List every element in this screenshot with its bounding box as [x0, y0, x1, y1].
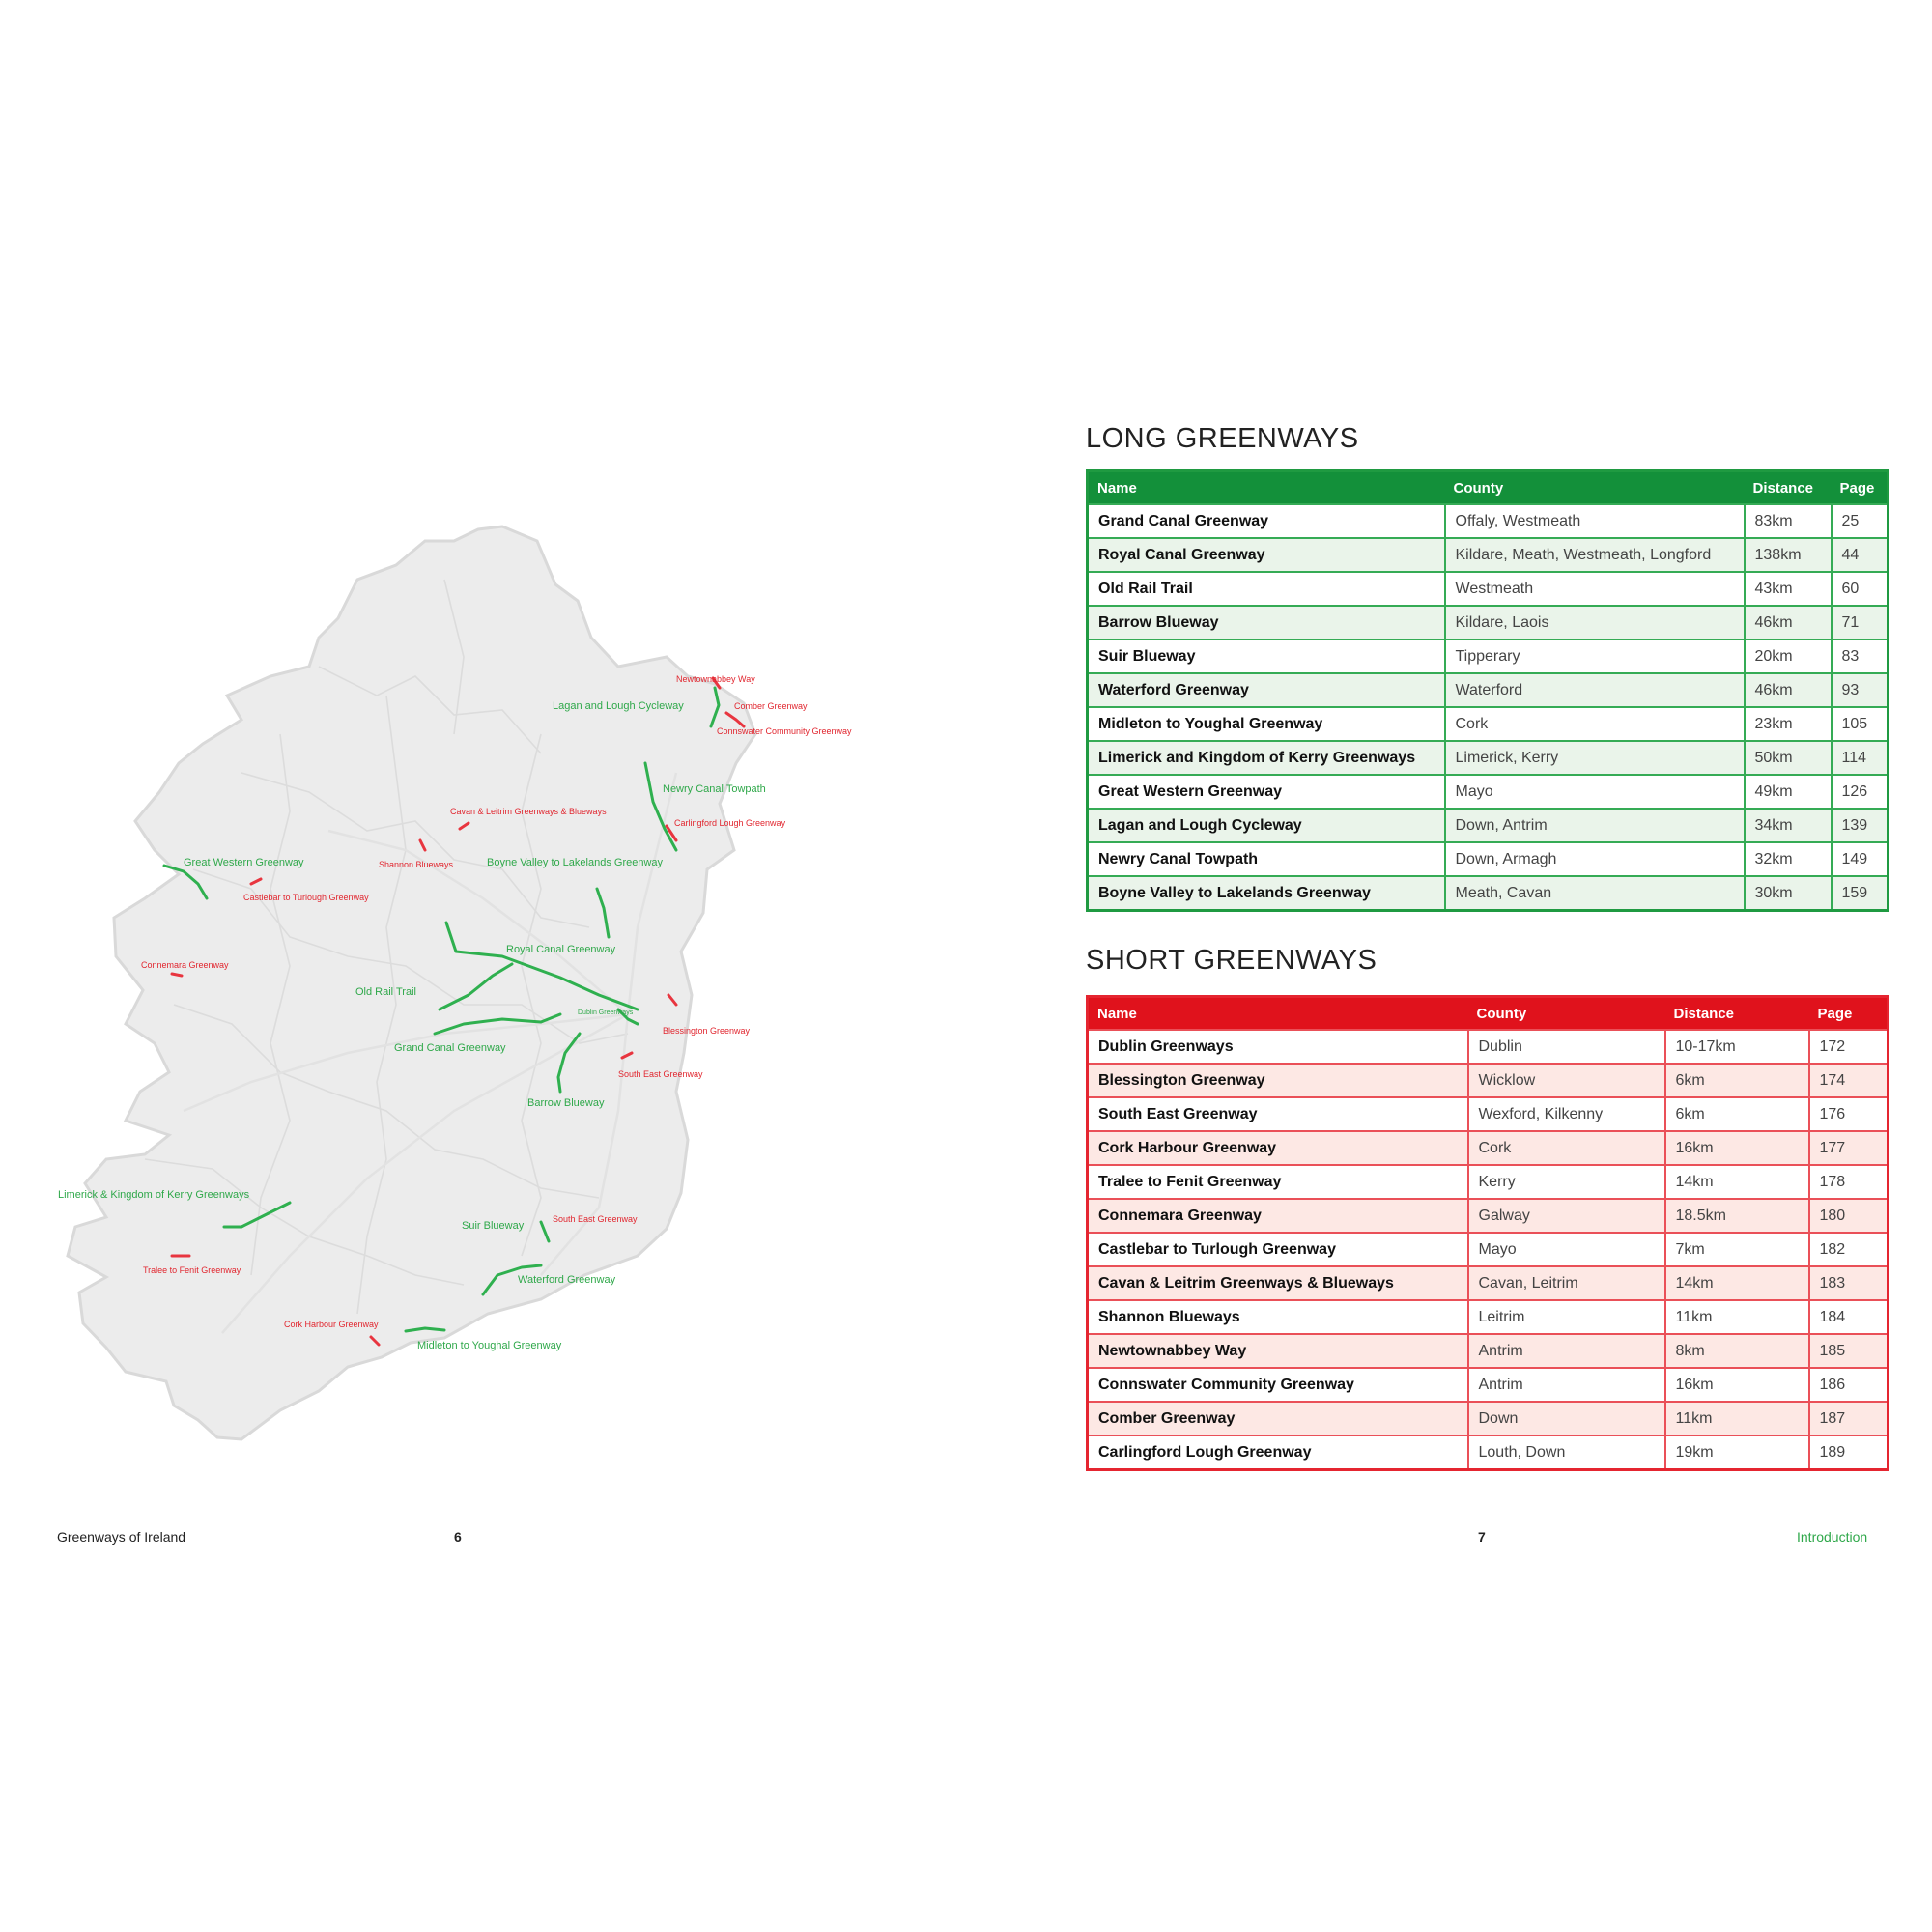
table-header-row — [1088, 471, 1889, 505]
page-cell: 187 — [1809, 1402, 1889, 1435]
page-cell: 177 — [1809, 1131, 1889, 1165]
header-name: Name — [1088, 997, 1468, 1031]
distance-cell: 7km — [1665, 1233, 1809, 1266]
page-cell: 176 — [1809, 1097, 1889, 1131]
county-cell: Down, Antrim — [1445, 809, 1745, 842]
short-greenways-table — [1086, 995, 1889, 1471]
header-distance: Distance — [1665, 997, 1809, 1031]
map-label-cork-harbour: Cork Harbour Greenway — [284, 1320, 379, 1329]
county-cell: Galway — [1468, 1199, 1665, 1233]
map-label-royal-canal: Royal Canal Greenway — [506, 944, 616, 955]
map-label-connemara: Connemara Greenway — [141, 960, 229, 970]
county-cell: Kildare, Meath, Westmeath, Longford — [1445, 538, 1745, 572]
table-row — [1088, 606, 1889, 639]
long-greenways-title: LONG GREENWAYS — [1086, 423, 1359, 454]
county-cell: Westmeath — [1445, 572, 1745, 606]
table-row — [1088, 1064, 1889, 1097]
county-cell: Leitrim — [1468, 1300, 1665, 1334]
greenway-name-cell: Barrow Blueway — [1088, 606, 1445, 639]
footer-section-name: Introduction — [1797, 1529, 1868, 1545]
distance-cell: 16km — [1665, 1131, 1809, 1165]
distance-cell: 43km — [1745, 572, 1832, 606]
page-cell: 183 — [1809, 1266, 1889, 1300]
county-cell: Antrim — [1468, 1368, 1665, 1402]
page-cell: 172 — [1809, 1030, 1889, 1064]
table-row — [1088, 1165, 1889, 1199]
distance-cell: 16km — [1665, 1368, 1809, 1402]
table-row — [1088, 639, 1889, 673]
distance-cell: 20km — [1745, 639, 1832, 673]
greenway-name-cell: South East Greenway — [1088, 1097, 1468, 1131]
county-cell: Down — [1468, 1402, 1665, 1435]
distance-cell: 8km — [1665, 1334, 1809, 1368]
greenway-name-cell: Castlebar to Turlough Greenway — [1088, 1233, 1468, 1266]
map-label-great-western: Great Western Greenway — [184, 857, 304, 868]
table-row — [1088, 809, 1889, 842]
county-cell: Limerick, Kerry — [1445, 741, 1745, 775]
map-label-lagan-lough: Lagan and Lough Cycleway — [553, 700, 684, 712]
distance-cell: 11km — [1665, 1402, 1809, 1435]
footer-page-number-left: 6 — [454, 1529, 462, 1545]
header-page: Page — [1809, 997, 1889, 1031]
ireland-landmass — [68, 526, 755, 1439]
map-label-castlebar-turlough: Castlebar to Turlough Greenway — [243, 893, 369, 902]
table-row — [1088, 1097, 1889, 1131]
page-cell: 126 — [1832, 775, 1889, 809]
distance-cell: 34km — [1745, 809, 1832, 842]
distance-cell: 32km — [1745, 842, 1832, 876]
county-cell: Kerry — [1468, 1165, 1665, 1199]
map-label-barrow: Barrow Blueway — [527, 1097, 605, 1109]
greenway-name-cell: Newtownabbey Way — [1088, 1334, 1468, 1368]
greenway-name-cell: Cavan & Leitrim Greenways & Blueways — [1088, 1266, 1468, 1300]
page-cell: 185 — [1809, 1334, 1889, 1368]
greenway-name-cell: Royal Canal Greenway — [1088, 538, 1445, 572]
greenway-name-cell: Midleton to Youghal Greenway — [1088, 707, 1445, 741]
distance-cell: 10-17km — [1665, 1030, 1809, 1064]
greenway-name-cell: Great Western Greenway — [1088, 775, 1445, 809]
distance-cell: 49km — [1745, 775, 1832, 809]
short-greenways-title: SHORT GREENWAYS — [1086, 945, 1378, 976]
table-row — [1088, 1334, 1889, 1368]
header-name: Name — [1088, 471, 1445, 505]
page-cell: 186 — [1809, 1368, 1889, 1402]
page-cell: 189 — [1809, 1435, 1889, 1470]
table-row — [1088, 1435, 1889, 1470]
table-row — [1088, 572, 1889, 606]
table-header-row — [1088, 997, 1889, 1031]
county-cell: Wexford, Kilkenny — [1468, 1097, 1665, 1131]
distance-cell: 50km — [1745, 741, 1832, 775]
map-label-south-east-2: South East Greenway — [553, 1214, 638, 1224]
greenway-name-cell: Blessington Greenway — [1088, 1064, 1468, 1097]
greenway-name-cell: Suir Blueway — [1088, 639, 1445, 673]
greenway-name-cell: Boyne Valley to Lakelands Greenway — [1088, 876, 1445, 911]
map-label-comber: Comber Greenway — [734, 701, 808, 711]
distance-cell: 6km — [1665, 1064, 1809, 1097]
page-cell: 44 — [1832, 538, 1889, 572]
page-cell: 25 — [1832, 504, 1889, 538]
header-county: County — [1445, 471, 1745, 505]
table-row — [1088, 1131, 1889, 1165]
map-label-connswater: Connswater Community Greenway — [717, 726, 852, 736]
map-label-boyne: Boyne Valley to Lakelands Greenway — [487, 857, 664, 868]
greenway-name-cell: Newry Canal Towpath — [1088, 842, 1445, 876]
short-greenways-rows — [1088, 1030, 1889, 1470]
table-row — [1088, 842, 1889, 876]
map-label-suir: Suir Blueway — [462, 1220, 525, 1232]
distance-cell: 18.5km — [1665, 1199, 1809, 1233]
table-row — [1088, 1368, 1889, 1402]
distance-cell: 6km — [1665, 1097, 1809, 1131]
distance-cell: 138km — [1745, 538, 1832, 572]
page-cell: 178 — [1809, 1165, 1889, 1199]
greenway-name-cell: Shannon Blueways — [1088, 1300, 1468, 1334]
footer-book-title: Greenways of Ireland — [57, 1529, 186, 1545]
table-row — [1088, 876, 1889, 911]
distance-cell: 46km — [1745, 606, 1832, 639]
table-row — [1088, 741, 1889, 775]
table-row — [1088, 775, 1889, 809]
map-label-newry: Newry Canal Towpath — [663, 783, 766, 795]
distance-cell: 11km — [1665, 1300, 1809, 1334]
greenway-name-cell: Connswater Community Greenway — [1088, 1368, 1468, 1402]
page-cell: 114 — [1832, 741, 1889, 775]
county-cell: Tipperary — [1445, 639, 1745, 673]
greenway-name-cell: Connemara Greenway — [1088, 1199, 1468, 1233]
page-cell: 182 — [1809, 1233, 1889, 1266]
greenway-name-cell: Waterford Greenway — [1088, 673, 1445, 707]
county-cell: Cavan, Leitrim — [1468, 1266, 1665, 1300]
table-row — [1088, 1300, 1889, 1334]
map-label-newtownabbey: Newtownabbey Way — [676, 674, 755, 684]
distance-cell: 19km — [1665, 1435, 1809, 1470]
map-label-shannon: Shannon Blueways — [379, 860, 454, 869]
county-cell: Cork — [1468, 1131, 1665, 1165]
page-cell: 180 — [1809, 1199, 1889, 1233]
long-greenways-rows — [1088, 504, 1889, 911]
table-row — [1088, 1030, 1889, 1064]
greenway-name-cell: Limerick and Kingdom of Kerry Greenways — [1088, 741, 1445, 775]
header-distance: Distance — [1745, 471, 1832, 505]
long-greenways-table — [1086, 469, 1889, 912]
page-cell: 184 — [1809, 1300, 1889, 1334]
greenway-name-cell: Comber Greenway — [1088, 1402, 1468, 1435]
greenway-name-cell: Tralee to Fenit Greenway — [1088, 1165, 1468, 1199]
greenway-name-cell: Dublin Greenways — [1088, 1030, 1468, 1064]
county-cell: Antrim — [1468, 1334, 1665, 1368]
county-cell: Dublin — [1468, 1030, 1665, 1064]
map-label-dublin: Dublin Greenways — [578, 1009, 634, 1016]
map-label-cavan-leitrim: Cavan & Leitrim Greenways & Blueways — [450, 807, 607, 816]
county-cell: Louth, Down — [1468, 1435, 1665, 1470]
distance-cell: 23km — [1745, 707, 1832, 741]
map-label-carlingford: Carlingford Lough Greenway — [674, 818, 786, 828]
page-cell: 60 — [1832, 572, 1889, 606]
table-row — [1088, 1199, 1889, 1233]
map-label-grand-canal: Grand Canal Greenway — [394, 1042, 506, 1054]
county-cell: Mayo — [1445, 775, 1745, 809]
map-label-tralee: Tralee to Fenit Greenway — [143, 1265, 242, 1275]
page-cell: 105 — [1832, 707, 1889, 741]
county-cell: Wicklow — [1468, 1064, 1665, 1097]
table-row — [1088, 1402, 1889, 1435]
county-cell: Cork — [1445, 707, 1745, 741]
map-label-blessington: Blessington Greenway — [663, 1026, 751, 1036]
greenway-name-cell: Cork Harbour Greenway — [1088, 1131, 1468, 1165]
map-label-limerick-kerry: Limerick & Kingdom of Kerry Greenways — [58, 1189, 250, 1201]
greenway-name-cell: Lagan and Lough Cycleway — [1088, 809, 1445, 842]
map-label-old-rail: Old Rail Trail — [355, 986, 416, 998]
table-row — [1088, 673, 1889, 707]
county-cell: Mayo — [1468, 1233, 1665, 1266]
greenway-name-cell: Carlingford Lough Greenway — [1088, 1435, 1468, 1470]
page-cell: 93 — [1832, 673, 1889, 707]
page-cell: 71 — [1832, 606, 1889, 639]
distance-cell: 46km — [1745, 673, 1832, 707]
county-cell: Down, Armagh — [1445, 842, 1745, 876]
county-cell: Kildare, Laois — [1445, 606, 1745, 639]
greenway-name-cell: Old Rail Trail — [1088, 572, 1445, 606]
distance-cell: 14km — [1665, 1165, 1809, 1199]
page-cell: 83 — [1832, 639, 1889, 673]
table-row — [1088, 504, 1889, 538]
distance-cell: 30km — [1745, 876, 1832, 911]
table-row — [1088, 1266, 1889, 1300]
table-row — [1088, 538, 1889, 572]
header-page: Page — [1832, 471, 1889, 505]
map-label-south-east: South East Greenway — [618, 1069, 703, 1079]
header-county: County — [1468, 997, 1665, 1031]
connemara-route — [172, 974, 182, 976]
footer-page-number-right: 7 — [1478, 1529, 1486, 1545]
page-cell: 174 — [1809, 1064, 1889, 1097]
distance-cell: 14km — [1665, 1266, 1809, 1300]
page-cell: 159 — [1832, 876, 1889, 911]
table-row — [1088, 707, 1889, 741]
page-cell: 139 — [1832, 809, 1889, 842]
table-row — [1088, 1233, 1889, 1266]
page-cell: 149 — [1832, 842, 1889, 876]
county-cell: Offaly, Westmeath — [1445, 504, 1745, 538]
map-label-midleton: Midleton to Youghal Greenway — [417, 1340, 562, 1351]
distance-cell: 83km — [1745, 504, 1832, 538]
county-cell: Waterford — [1445, 673, 1745, 707]
county-cell: Meath, Cavan — [1445, 876, 1745, 911]
greenway-name-cell: Grand Canal Greenway — [1088, 504, 1445, 538]
map-label-waterford: Waterford Greenway — [518, 1274, 616, 1286]
